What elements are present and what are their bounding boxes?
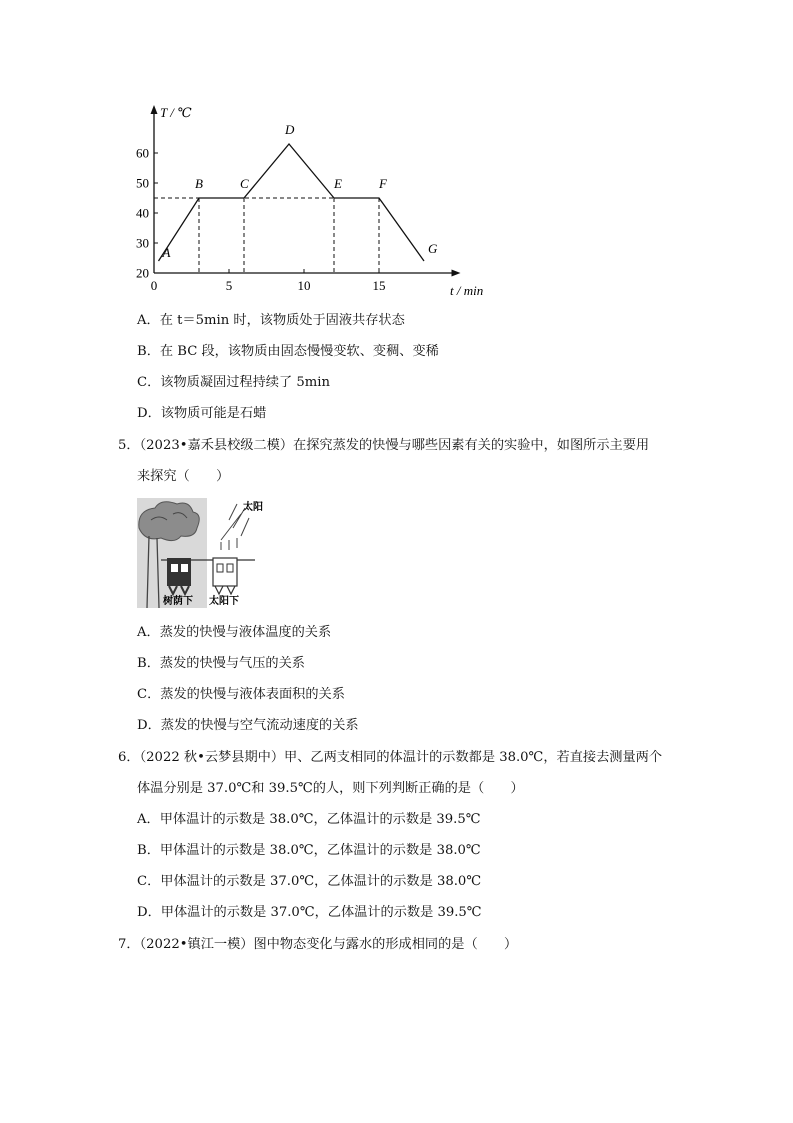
- x-tick-label: 0: [150, 278, 158, 293]
- x-tick-label: 10: [297, 278, 311, 293]
- y-axis-arrow: [151, 105, 158, 114]
- q6-option-c[interactable]: C．甲体温计的示数是 37.0℃，乙体温计的示数是 38.0℃: [137, 874, 482, 889]
- q6-stem-line1: 6．（2022 秋•云梦县期中）甲、乙两支相同的体温计的示数都是 38.0℃，若直接去测量两个: [118, 750, 663, 765]
- q5-option-b[interactable]: B．蒸发的快慢与气压的关系: [137, 656, 305, 671]
- q6-option-a[interactable]: A．甲体温计的示数是 38.0℃，乙体温计的示数是 39.5℃: [137, 812, 481, 827]
- q7-stem: 7．（2022•镇江一模）图中物态变化与露水的形成相同的是（ ）: [118, 937, 518, 952]
- q5-option-a[interactable]: A．蒸发的快慢与液体温度的关系: [137, 625, 332, 640]
- x-tick-label: 15: [372, 278, 386, 293]
- y-tick-label: 40: [136, 205, 149, 221]
- q4-option-d[interactable]: D．该物质可能是石蜡: [137, 406, 267, 421]
- q4-option-c[interactable]: C．该物质凝固过程持续了 5min: [137, 375, 330, 390]
- point-label-b: B: [195, 176, 203, 191]
- y-tick-label: 20: [136, 265, 149, 281]
- temperature-time-graph: [130, 95, 484, 300]
- x-axis-label: t / min: [450, 283, 484, 298]
- evaporation-figure: [137, 498, 272, 608]
- q4-option-a[interactable]: A．在 t＝5min 时，该物质处于固液共存状态: [137, 313, 405, 328]
- y-tick-label: 60: [136, 145, 149, 161]
- q5-stem-line1: 5．（2023•嘉禾县校级二模）在探究蒸发的快慢与哪些因素有关的实验中，如图所示主要用: [118, 438, 650, 453]
- q6-stem-line2: 体温分别是 37.0℃和 39.5℃的人，则下列判断正确的是（ ）: [137, 781, 524, 796]
- q5-option-d[interactable]: D．蒸发的快慢与空气流动速度的关系: [137, 718, 359, 733]
- y-tick-label: 30: [136, 235, 149, 251]
- point-label-f: F: [379, 176, 387, 191]
- x-axis-arrow: [452, 270, 461, 277]
- y-tick-label: 50: [136, 175, 149, 191]
- q6-option-b[interactable]: B．甲体温计的示数是 38.0℃，乙体温计的示数是 38.0℃: [137, 843, 481, 858]
- sunlight-label: 太阳下: [209, 596, 239, 607]
- q4-option-b[interactable]: B．在 BC 段，该物质由固态慢慢变软、变稠、变稀: [137, 344, 439, 359]
- point-label-d: D: [285, 122, 295, 137]
- point-label-e: E: [334, 176, 342, 191]
- q5-stem-line2: 来探究（ ）: [137, 469, 230, 484]
- y-axis-label: T / ℃: [160, 105, 192, 120]
- point-label-g: G: [428, 241, 438, 256]
- point-label-a: A: [162, 245, 171, 260]
- x-tick-label: 5: [225, 278, 233, 293]
- point-label-c: C: [240, 176, 249, 191]
- q6-option-d[interactable]: D．甲体温计的示数是 37.0℃，乙体温计的示数是 39.5℃: [137, 905, 482, 920]
- shade-label: 树荫下: [163, 596, 193, 607]
- sun-label: 太阳: [243, 502, 263, 513]
- q5-option-c[interactable]: C．蒸发的快慢与液体表面积的关系: [137, 687, 345, 702]
- temperature-curve: [159, 144, 425, 261]
